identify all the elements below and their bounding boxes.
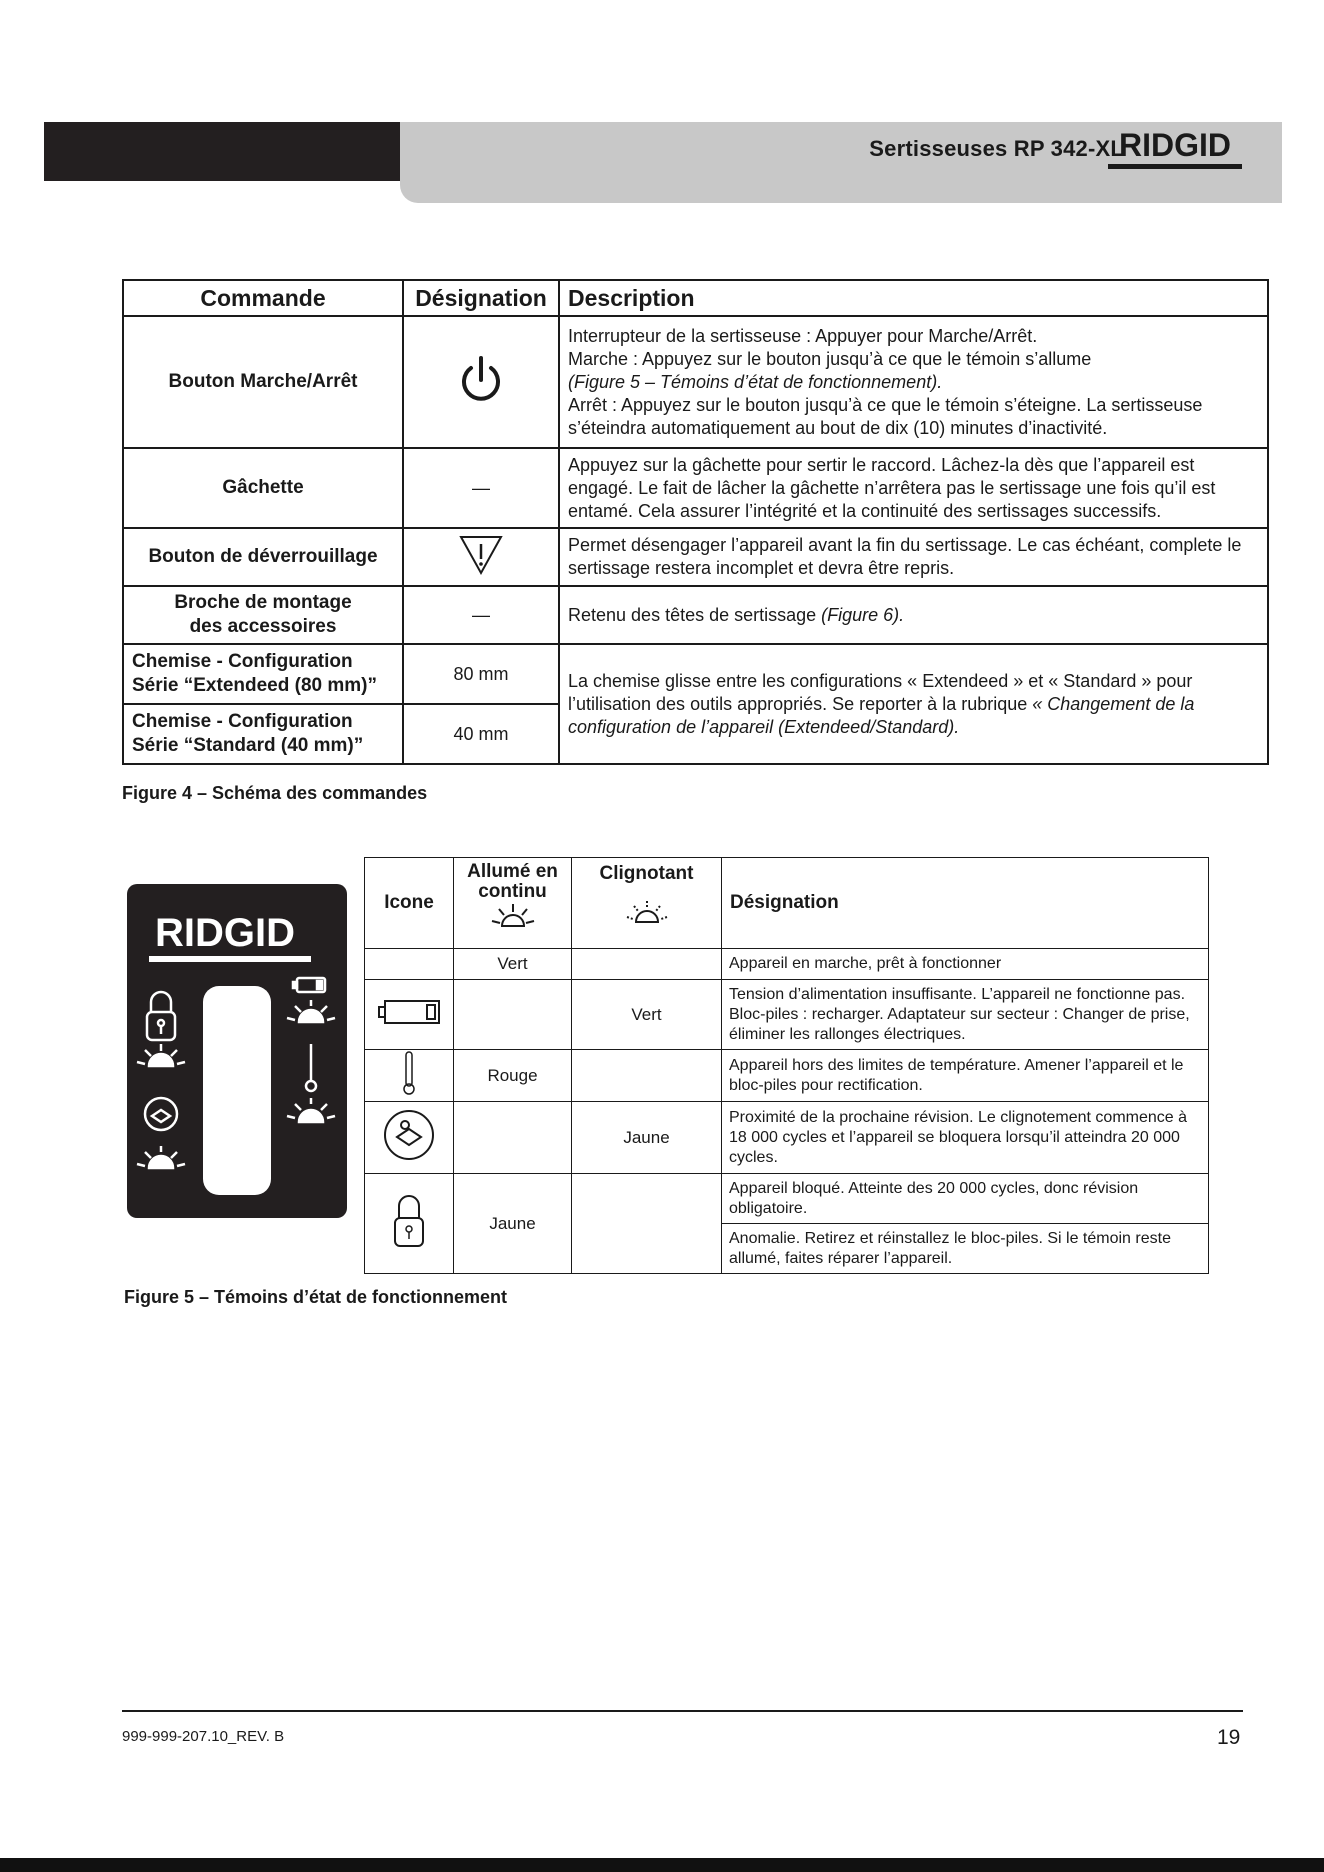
designation-dash: — bbox=[403, 448, 559, 528]
document-number: 999-999-207.10_REV. B bbox=[122, 1728, 285, 1745]
figure-reference: (Figure 5 – Témoins d’état de fonctionnement). bbox=[568, 371, 943, 392]
icon-cell-empty bbox=[365, 949, 454, 980]
col-header-steady-label: Allumé en continu bbox=[467, 861, 558, 902]
blinking-color bbox=[572, 1174, 722, 1274]
warning-triangle-icon bbox=[403, 528, 559, 586]
table-row bbox=[365, 1174, 1209, 1224]
blinking-color bbox=[572, 949, 722, 980]
col-header-control: Commande bbox=[123, 280, 403, 316]
page-bottom-edge bbox=[0, 1858, 1324, 1872]
description-text: Arrêt : Appuyez sur le bouton jusqu’à ce que le témoin s’éteigne. La sertisseuse s’éteindra automatiquement au bout de dix (10) minutes d’inactivité. bbox=[568, 394, 1203, 438]
steady-color bbox=[454, 1102, 572, 1174]
table-row bbox=[365, 949, 1209, 980]
control-name-line: Chemise - Configuration bbox=[132, 651, 353, 672]
figure-reference: (Figure 6). bbox=[821, 604, 905, 625]
status-description: Tension d’alimentation insuffisante. L’appareil ne fonctionne pas. Bloc-piles : recharger. Adaptateur sur secteur : Changer de prise, éliminer les rallonges électriques. bbox=[722, 980, 1209, 1050]
status-table-header bbox=[365, 858, 1209, 949]
control-name: Bouton Marche/Arrêt bbox=[123, 316, 403, 448]
table-row bbox=[123, 644, 1268, 704]
col-header-blinking-label: Clignotant bbox=[599, 863, 694, 884]
designation-value: 40 mm bbox=[403, 704, 559, 764]
designation-value: 80 mm bbox=[403, 644, 559, 704]
blinking-color: Vert bbox=[572, 980, 722, 1050]
control-name-line: Série “Standard (40 mm)” bbox=[132, 735, 364, 756]
header-title: Sertisseuses RP 342-XL bbox=[869, 136, 1124, 161]
header-dark-band bbox=[44, 122, 400, 181]
steady-color: Jaune bbox=[454, 1174, 572, 1274]
steady-color: Rouge bbox=[454, 1050, 572, 1102]
description-text: Interrupteur de la sertisseuse : Appuyer pour Marche/Arrêt. bbox=[568, 325, 1038, 346]
blinking-color bbox=[572, 1050, 722, 1102]
header-gray-tab bbox=[400, 181, 1282, 203]
status-description: Appareil hors des limites de température. Amener l’appareil et le bloc-piles pour rectification. bbox=[722, 1050, 1209, 1102]
blinking-color: Jaune bbox=[572, 1102, 722, 1174]
lock-icon bbox=[365, 1174, 454, 1274]
description-text: La chemise glisse entre les configurations « Extendeed » et « Standard » pour l’utilisation des outils appropriés. Se reporter à la rubrique bbox=[568, 670, 1193, 714]
status-panel-illustration bbox=[127, 884, 347, 1218]
status-description: Anomalie. Retirez et réinstallez le bloc-piles. Si le témoin reste allumé, faites réparer l’appareil. bbox=[722, 1224, 1209, 1274]
control-name-line: Chemise - Configuration bbox=[132, 711, 353, 732]
col-header-description: Description bbox=[559, 280, 1268, 316]
figure-4-caption: Figure 4 – Schéma des commandes bbox=[122, 783, 428, 803]
control-name-line: des accessoires bbox=[189, 616, 337, 637]
status-description: Appareil en marche, prêt à fonctionner bbox=[722, 949, 1209, 980]
steady-color bbox=[454, 980, 572, 1050]
col-header-designation: Désignation bbox=[722, 858, 1209, 949]
control-name: Gâchette bbox=[123, 448, 403, 528]
svg-text:RIDGID: RIDGID bbox=[1119, 127, 1231, 163]
table-row bbox=[123, 528, 1268, 586]
col-header-designation: Désignation bbox=[403, 280, 559, 316]
blinking-light-icon bbox=[625, 898, 669, 926]
thermometer-icon bbox=[365, 1050, 454, 1102]
controls-table-header bbox=[123, 280, 1268, 316]
table-row bbox=[123, 448, 1268, 528]
control-name-line: Broche de montage bbox=[174, 592, 352, 613]
table-row bbox=[123, 586, 1268, 644]
control-description bbox=[559, 586, 1268, 644]
designation-dash: — bbox=[403, 586, 559, 644]
status-description: Proximité de la prochaine révision. Le clignotement commence à 18 000 cycles et l’appareil se bloquera lorsqu’il atteindra 20 000 cycles. bbox=[722, 1102, 1209, 1174]
control-name: Bouton de déverrouillage bbox=[123, 528, 403, 586]
status-description: Appareil bloqué. Atteinte des 20 000 cycles, donc révision obligatoire. bbox=[722, 1174, 1209, 1224]
col-header-blinking bbox=[572, 858, 722, 949]
control-description: Permet désengager l’appareil avant la fin du sertissage. Le cas échéant, complete le sertissage restera incomplet et devra être repris. bbox=[559, 528, 1268, 586]
control-name bbox=[123, 704, 403, 764]
control-description: Appuyez sur la gâchette pour sertir le raccord. Lâchez-la dès que l’appareil est engagé. Le fait de lâcher la gâchette n’arrêtera pas le sertissage une fois qu’il est entamé. Cela assurer l’intégrité et la continuité des sertissages successifs. bbox=[559, 448, 1268, 528]
table-row bbox=[365, 980, 1209, 1050]
control-name bbox=[123, 586, 403, 644]
section-reference: « Changement de la configuration de l’appareil (Extendeed/Standard). bbox=[568, 693, 1195, 737]
col-header-icon: Icone bbox=[365, 858, 454, 949]
page-number: 19 bbox=[1217, 1726, 1241, 1749]
power-icon bbox=[403, 316, 559, 448]
svg-text:RIDGID: RIDGID bbox=[155, 911, 295, 955]
control-description bbox=[559, 644, 1268, 764]
figure-5-caption: Figure 5 – Témoins d’état de fonctionnement bbox=[124, 1287, 508, 1307]
status-indicator-table bbox=[364, 857, 1209, 1274]
control-description bbox=[559, 316, 1268, 448]
service-manual-icon bbox=[365, 1102, 454, 1174]
col-header-steady bbox=[454, 858, 572, 949]
table-row bbox=[365, 1102, 1209, 1174]
table-row bbox=[123, 316, 1268, 448]
steady-light-icon bbox=[491, 902, 535, 930]
description-text: Retenu des têtes de sertissage bbox=[568, 604, 822, 625]
steady-color: Vert bbox=[454, 949, 572, 980]
control-name bbox=[123, 644, 403, 704]
control-name-line: Série “Extendeed (80 mm)” bbox=[132, 675, 377, 696]
controls-table bbox=[122, 279, 1269, 765]
ridgid-logo bbox=[1104, 126, 1246, 176]
table-row bbox=[365, 1050, 1209, 1102]
footer-divider bbox=[122, 1710, 1243, 1712]
battery-icon bbox=[365, 980, 454, 1050]
description-text: Marche : Appuyez sur le bouton jusqu’à ce que le témoin s’allume bbox=[568, 348, 1092, 369]
